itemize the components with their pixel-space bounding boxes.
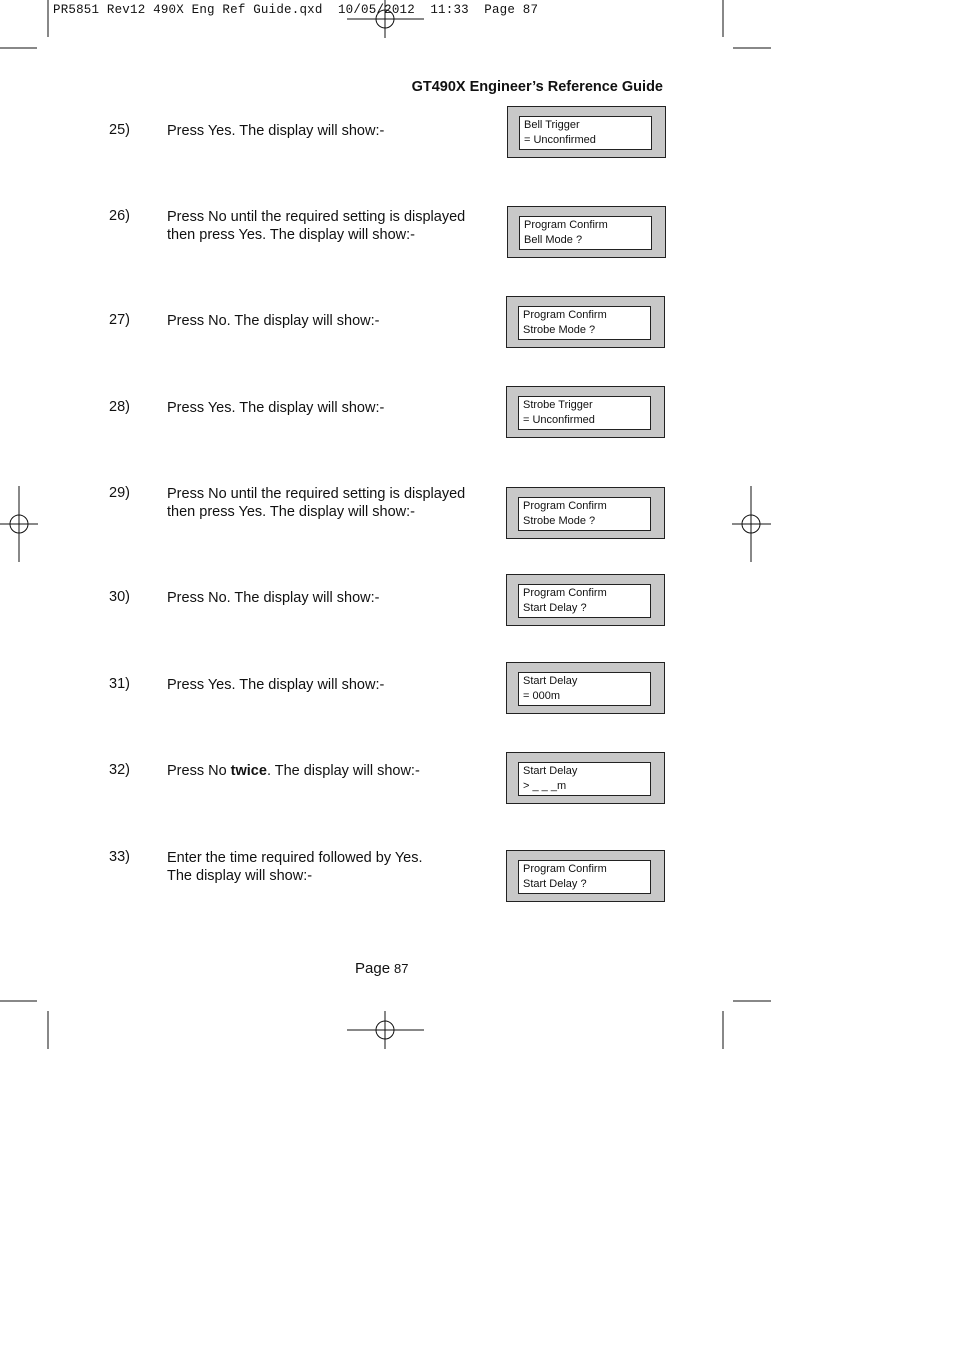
- step-number: 31): [109, 676, 130, 692]
- step-number: 27): [109, 312, 130, 328]
- lcd-screen: [518, 672, 651, 706]
- step-number: 32): [109, 762, 130, 778]
- instruction-text-after: . The display will show:-: [266, 763, 420, 779]
- lcd-display: [506, 752, 665, 804]
- lcd-screen: [518, 306, 651, 340]
- lcd-line-1: Program Confirm: [523, 309, 607, 321]
- step-number: 30): [109, 589, 130, 605]
- page-footer: [355, 960, 409, 977]
- instruction-line: [167, 762, 487, 780]
- lcd-line-1: Program Confirm: [523, 863, 607, 875]
- lcd-display: [507, 106, 666, 158]
- lcd-line-2: Start Delay ?: [523, 602, 587, 614]
- instruction-line: Press No. The display will show:-: [167, 313, 380, 329]
- instruction-line: Press No until the required setting is displayed: [167, 209, 466, 225]
- step-instruction: [167, 589, 487, 607]
- lcd-line-1: Start Delay: [523, 675, 578, 687]
- instruction-line: Press Yes. The display will show:-: [167, 677, 385, 693]
- lcd-screen: [519, 116, 652, 150]
- lcd-screen: [519, 216, 652, 250]
- lcd-line-1: Program Confirm: [523, 587, 607, 599]
- step-instruction: [167, 762, 487, 780]
- page-label: Page: [355, 960, 391, 977]
- lcd-line-2: = Unconfirmed: [524, 134, 596, 146]
- lcd-line-2: = 000m: [523, 690, 560, 702]
- step-number: 28): [109, 399, 130, 415]
- step-instruction: [167, 208, 487, 244]
- lcd-line-2: Start Delay ?: [523, 878, 587, 890]
- lcd-display: [506, 386, 665, 438]
- file-slug: PR5851 Rev12 490X Eng Ref Guide.qxd 10/05/2012 11:33 Page 87: [53, 3, 539, 17]
- lcd-line-1: Start Delay: [523, 765, 578, 777]
- step-instruction: [167, 485, 487, 521]
- lcd-line-2: Strobe Mode ?: [523, 324, 596, 336]
- instruction-line: then press Yes. The display will show:-: [167, 227, 415, 243]
- lcd-line-1: Program Confirm: [523, 500, 607, 512]
- step-number: 29): [109, 485, 130, 501]
- lcd-line-1: Program Confirm: [524, 219, 608, 231]
- lcd-line-2: Strobe Mode ?: [523, 515, 596, 527]
- instruction-line: The display will show:-: [167, 868, 313, 884]
- instruction-line: Enter the time required followed by Yes.: [167, 850, 423, 866]
- lcd-line-1: Bell Trigger: [524, 119, 580, 131]
- lcd-screen: [518, 860, 651, 894]
- lcd-display: [506, 662, 665, 714]
- instruction-line: Press No. The display will show:-: [167, 590, 380, 606]
- lcd-screen: [518, 497, 651, 531]
- lcd-display: [506, 850, 665, 902]
- step-number: 26): [109, 208, 130, 224]
- step-instruction: [167, 312, 487, 330]
- lcd-display: [507, 206, 666, 258]
- instruction-line: Press No until the required setting is displayed: [167, 486, 466, 502]
- lcd-line-2: > _ _ _m: [523, 780, 567, 792]
- step-instruction: [167, 399, 487, 417]
- page-number: 87: [394, 961, 409, 976]
- lcd-line-2: Bell Mode ?: [524, 234, 583, 246]
- step-instruction: [167, 122, 487, 140]
- instruction-text-before: Press No: [167, 763, 231, 779]
- step-number: 33): [109, 849, 130, 865]
- lcd-screen: [518, 396, 651, 430]
- step-instruction: [167, 849, 487, 885]
- lcd-display: [506, 296, 665, 348]
- instruction-line: Press Yes. The display will show:-: [167, 123, 385, 139]
- lcd-line-1: Strobe Trigger: [523, 399, 593, 411]
- instruction-line: Press Yes. The display will show:-: [167, 400, 385, 416]
- lcd-line-2: = Unconfirmed: [523, 414, 595, 426]
- step-number: 25): [109, 122, 130, 138]
- page-header-title: GT490X Engineer’s Reference Guide: [411, 79, 663, 95]
- lcd-display: [506, 487, 665, 539]
- instruction-line: then press Yes. The display will show:-: [167, 504, 415, 520]
- lcd-screen: [518, 762, 651, 796]
- step-instruction: [167, 676, 487, 694]
- lcd-display: [506, 574, 665, 626]
- lcd-screen: [518, 584, 651, 618]
- instruction-text-emphasis: twice: [230, 763, 267, 779]
